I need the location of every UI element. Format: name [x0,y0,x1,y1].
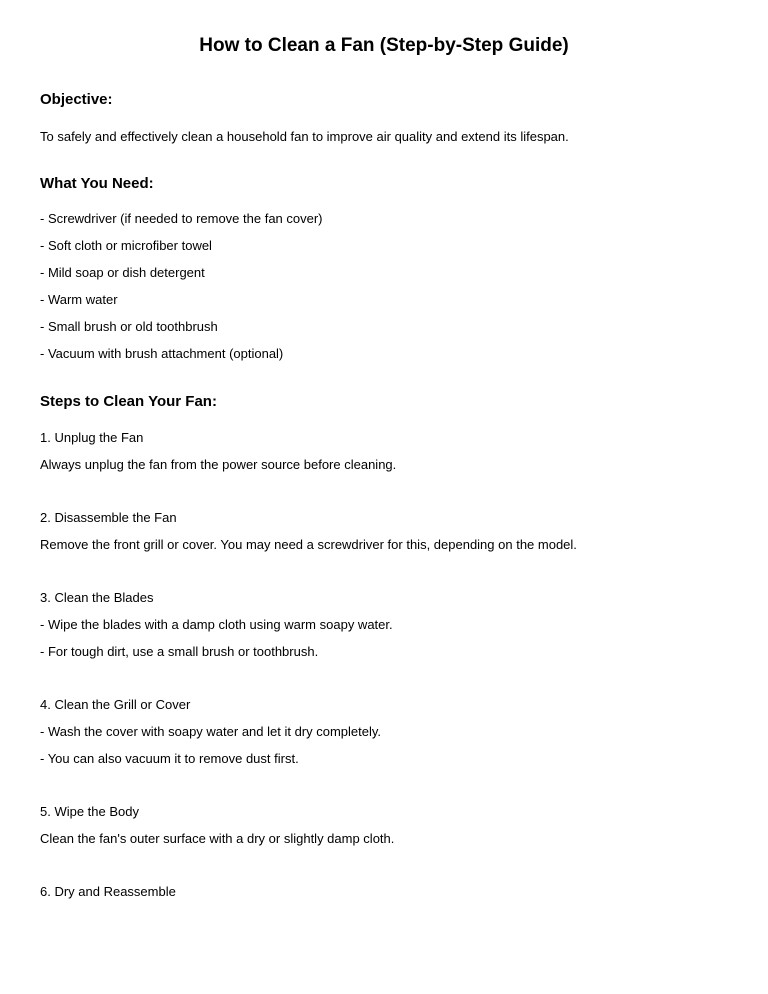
needs-item: - Small brush or old toothbrush [40,319,218,334]
needs-item: - Screwdriver (if needed to remove the fan cover) [40,211,323,226]
needs-item: - Vacuum with brush attachment (optional) [40,346,284,361]
step-text: - Wipe the blades with a damp cloth using warm soapy water. [40,617,393,632]
needs-item: - Soft cloth or microfiber towel [40,238,212,253]
step-text: Clean the fan's outer surface with a dry or slightly damp cloth. [40,831,395,846]
needs-item: - Warm water [40,292,118,307]
page-title: How to Clean a Fan (Step-by-Step Guide) [199,35,569,56]
step-text: - For tough dirt, use a small brush or toothbrush. [40,644,319,659]
step-title: 4. Clean the Grill or Cover [40,697,191,712]
step-text: - You can also vacuum it to remove dust first. [40,751,299,766]
step-title: 1. Unplug the Fan [40,430,144,445]
steps-heading: Steps to Clean Your Fan: [40,393,217,410]
step-title: 3. Clean the Blades [40,590,154,605]
step-title: 6. Dry and Reassemble [40,884,176,899]
objective-heading: Objective: [40,91,113,108]
needs-item: - Mild soap or dish detergent [40,265,205,280]
needs-heading: What You Need: [40,175,154,192]
objective-text: To safely and effectively clean a household fan to improve air quality and extend its lifespan. [40,129,569,144]
step-title: 5. Wipe the Body [40,804,139,819]
step-title: 2. Disassemble the Fan [40,510,177,525]
step-text: - Wash the cover with soapy water and let it dry completely. [40,724,382,739]
step-text: Always unplug the fan from the power source before cleaning. [40,457,397,472]
step-text: Remove the front grill or cover. You may need a screwdriver for this, depending on the model. [40,537,577,552]
